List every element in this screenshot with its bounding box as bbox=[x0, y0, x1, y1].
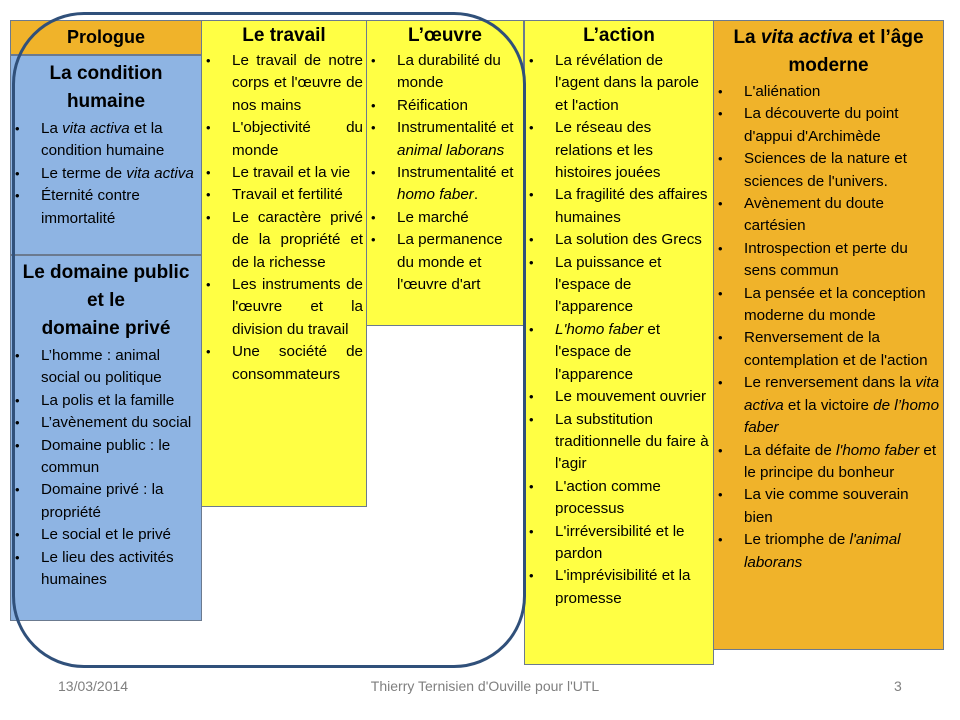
list-item bbox=[11, 163, 201, 185]
list-item bbox=[202, 50, 366, 117]
list-item bbox=[525, 565, 713, 610]
list-item-text-part: Le réseau des relations et les histoires jouées bbox=[555, 119, 661, 182]
list-item-text-part: Réification bbox=[397, 96, 468, 114]
list-item bbox=[202, 117, 366, 162]
list-item bbox=[202, 207, 366, 274]
age-moderne-box bbox=[713, 20, 944, 650]
list-item bbox=[714, 81, 943, 103]
travail-list bbox=[202, 50, 366, 386]
condition-humaine-box bbox=[10, 55, 202, 255]
domaine-public-prive-title bbox=[11, 256, 201, 345]
list-item-text-part: L’avènement du social bbox=[41, 414, 192, 432]
action-box bbox=[524, 20, 714, 665]
list-item-text-part: Domaine public : le commun bbox=[41, 436, 171, 477]
prologue-box bbox=[10, 20, 202, 55]
list-item-text-part: L’homme : animal social ou politique bbox=[41, 347, 162, 387]
list-item-text-part: Domaine privé : la propriété bbox=[41, 481, 164, 521]
list-item-text-part: Le travail de notre corps et l'œuvre de nos mains bbox=[232, 52, 363, 114]
list-item-text-part: Introspection et perte du sens commun bbox=[744, 239, 908, 280]
list-item-text-part: animal laborans bbox=[397, 141, 505, 159]
list-item bbox=[11, 435, 201, 480]
list-item bbox=[714, 283, 943, 328]
list-item-text-part: La pensée et la conception moderne du monde bbox=[744, 284, 926, 325]
action-list bbox=[525, 50, 713, 610]
list-item bbox=[11, 547, 201, 592]
prologue-title: Prologue bbox=[66, 27, 145, 47]
list-item-text-part: Une société de consommateurs bbox=[232, 343, 363, 383]
list-item bbox=[714, 372, 943, 439]
list-item-text-part: . bbox=[473, 186, 479, 204]
list-item bbox=[525, 184, 713, 229]
list-item-text-part: et la victoire bbox=[783, 396, 874, 414]
list-item-text-part: vita activa bbox=[126, 164, 194, 182]
list-item-text-part: Travail et fertilité bbox=[232, 186, 343, 204]
list-item-text-part: Renversement de la contemplation et de l'action bbox=[744, 329, 928, 369]
list-item bbox=[202, 274, 366, 341]
list-item-text-part: Le terme de bbox=[41, 164, 127, 182]
list-item bbox=[714, 327, 943, 372]
list-item-text-part: Le renversement dans la bbox=[744, 374, 916, 392]
list-item-text-part: Instrumentalité et bbox=[397, 119, 514, 137]
list-item bbox=[367, 95, 523, 117]
list-item-text-part: vita activa bbox=[744, 374, 940, 414]
list-item bbox=[525, 476, 713, 521]
list-item-text-part: La découverte du point d'appui d'Archimède bbox=[744, 105, 899, 145]
list-item-text-part: Le travail et la vie bbox=[232, 164, 351, 182]
list-item-text-part: et le principe du bonheur bbox=[744, 441, 937, 481]
list-item bbox=[367, 207, 523, 229]
list-item bbox=[525, 229, 713, 251]
list-item bbox=[202, 184, 366, 206]
list-item bbox=[367, 229, 523, 296]
condition-humaine-title: La condition humaine bbox=[49, 63, 163, 112]
oeuvre-list bbox=[367, 50, 523, 296]
domaine-title-line-1: Le domaine public bbox=[22, 262, 190, 283]
footer-date: 13/03/2014 bbox=[58, 678, 129, 694]
list-item-text-part: Le triomphe de bbox=[744, 531, 850, 549]
list-item-text-part: et l'espace de l'apparence bbox=[555, 320, 661, 383]
list-item bbox=[525, 50, 713, 117]
list-item-text-part: et la condition humaine bbox=[41, 120, 165, 160]
title-part: et l’âge moderne bbox=[788, 27, 924, 76]
list-item-text-part: Les instruments de l'œuvre et la division du travail bbox=[232, 276, 363, 338]
list-item bbox=[11, 412, 201, 434]
list-item-text-part: Sciences de la nature et sciences de l'univers. bbox=[744, 150, 907, 190]
list-item-text-part: Avènement du doute cartésien bbox=[744, 195, 884, 235]
list-item bbox=[11, 118, 201, 163]
list-item bbox=[367, 162, 523, 207]
list-item-text-part: Éternité contre immortalité bbox=[41, 187, 140, 227]
list-item bbox=[525, 252, 713, 319]
oeuvre-box bbox=[366, 20, 524, 326]
title-part: La bbox=[733, 27, 761, 48]
list-item bbox=[714, 238, 943, 283]
title-part: vita activa bbox=[760, 27, 853, 48]
list-item-text-part: La permanence du monde et l'œuvre d'art bbox=[397, 231, 503, 294]
list-item-text-part: de l’homo faber bbox=[744, 396, 940, 437]
list-item-text-part: l'animal laborans bbox=[744, 531, 901, 571]
list-item-text-part: La bbox=[41, 120, 63, 137]
domaine-public-prive-box bbox=[10, 255, 202, 621]
list-item bbox=[11, 524, 201, 546]
list-item bbox=[714, 529, 943, 574]
list-item bbox=[11, 479, 201, 524]
list-item-text-part: L'action comme processus bbox=[555, 477, 661, 518]
list-item bbox=[714, 103, 943, 148]
list-item bbox=[525, 521, 713, 566]
list-item bbox=[202, 341, 366, 386]
list-item bbox=[202, 162, 366, 184]
list-item-text-part: L'irréversibilité et le pardon bbox=[555, 522, 685, 562]
list-item-text-part: L'homo faber bbox=[555, 320, 644, 338]
list-item bbox=[11, 345, 201, 390]
list-item bbox=[525, 319, 713, 386]
list-item bbox=[714, 440, 943, 485]
list-item-text-part: Le caractère privé de la propriété et de la richesse bbox=[232, 208, 363, 271]
list-item-text-part: La vie comme souverain bien bbox=[744, 486, 909, 526]
list-item-text-part: Le lieu des activités humaines bbox=[41, 548, 174, 589]
age-moderne-title bbox=[714, 21, 943, 81]
list-item-text-part: L'objectivité du monde bbox=[232, 119, 363, 159]
list-item-text-part: La fragilité des affaires humaines bbox=[555, 186, 708, 226]
list-item bbox=[714, 148, 943, 193]
footer-author: Thierry Ternisien d'Ouville pour l'UTL bbox=[370, 678, 600, 694]
age-moderne-list bbox=[714, 81, 943, 574]
action-title: L’action bbox=[583, 25, 655, 46]
list-item-text-part: Le mouvement ouvrier bbox=[555, 388, 707, 406]
list-item bbox=[367, 50, 523, 95]
list-item-text-part: La polis et la famille bbox=[41, 391, 175, 409]
list-item-text-part: La puissance et l'espace de l'apparence bbox=[555, 253, 662, 316]
list-item-text-part: La substitution traditionnelle du faire à l'agir bbox=[555, 410, 709, 473]
list-item-text-part: homo faber bbox=[397, 186, 474, 204]
list-item bbox=[714, 484, 943, 529]
list-item-text-part: Le marché bbox=[397, 208, 469, 226]
list-item bbox=[11, 390, 201, 412]
list-item-text-part: Instrumentalité et bbox=[397, 164, 514, 182]
condition-humaine-list bbox=[11, 118, 201, 230]
list-item bbox=[11, 185, 201, 230]
travail-title: Le travail bbox=[242, 25, 326, 46]
list-item-text-part: L'imprévisibilité et la promesse bbox=[555, 567, 691, 607]
list-item-text-part: L'aliénation bbox=[744, 83, 821, 100]
list-item-text-part: La défaite de bbox=[744, 441, 837, 459]
list-item-text-part: La solution des Grecs bbox=[555, 231, 702, 249]
list-item bbox=[714, 193, 943, 238]
domaine-public-prive-list bbox=[11, 345, 201, 591]
list-item-text-part: l'homo faber bbox=[836, 441, 920, 459]
domaine-title-line-3: domaine privé bbox=[41, 318, 171, 339]
list-item-text-part: La durabilité du monde bbox=[397, 52, 501, 92]
list-item bbox=[367, 117, 523, 162]
oeuvre-title: L’œuvre bbox=[408, 25, 482, 46]
list-item bbox=[525, 386, 713, 408]
list-item-text-part: Le social et le privé bbox=[41, 526, 172, 544]
list-item bbox=[525, 117, 713, 184]
domaine-title-line-2: et le bbox=[86, 290, 126, 311]
travail-box bbox=[201, 20, 367, 507]
footer-page-number: 3 bbox=[894, 678, 902, 694]
list-item-text-part: vita activa bbox=[62, 120, 130, 137]
list-item-text-part: La révélation de l'agent dans la parole et l'action bbox=[555, 52, 699, 114]
list-item bbox=[525, 409, 713, 476]
